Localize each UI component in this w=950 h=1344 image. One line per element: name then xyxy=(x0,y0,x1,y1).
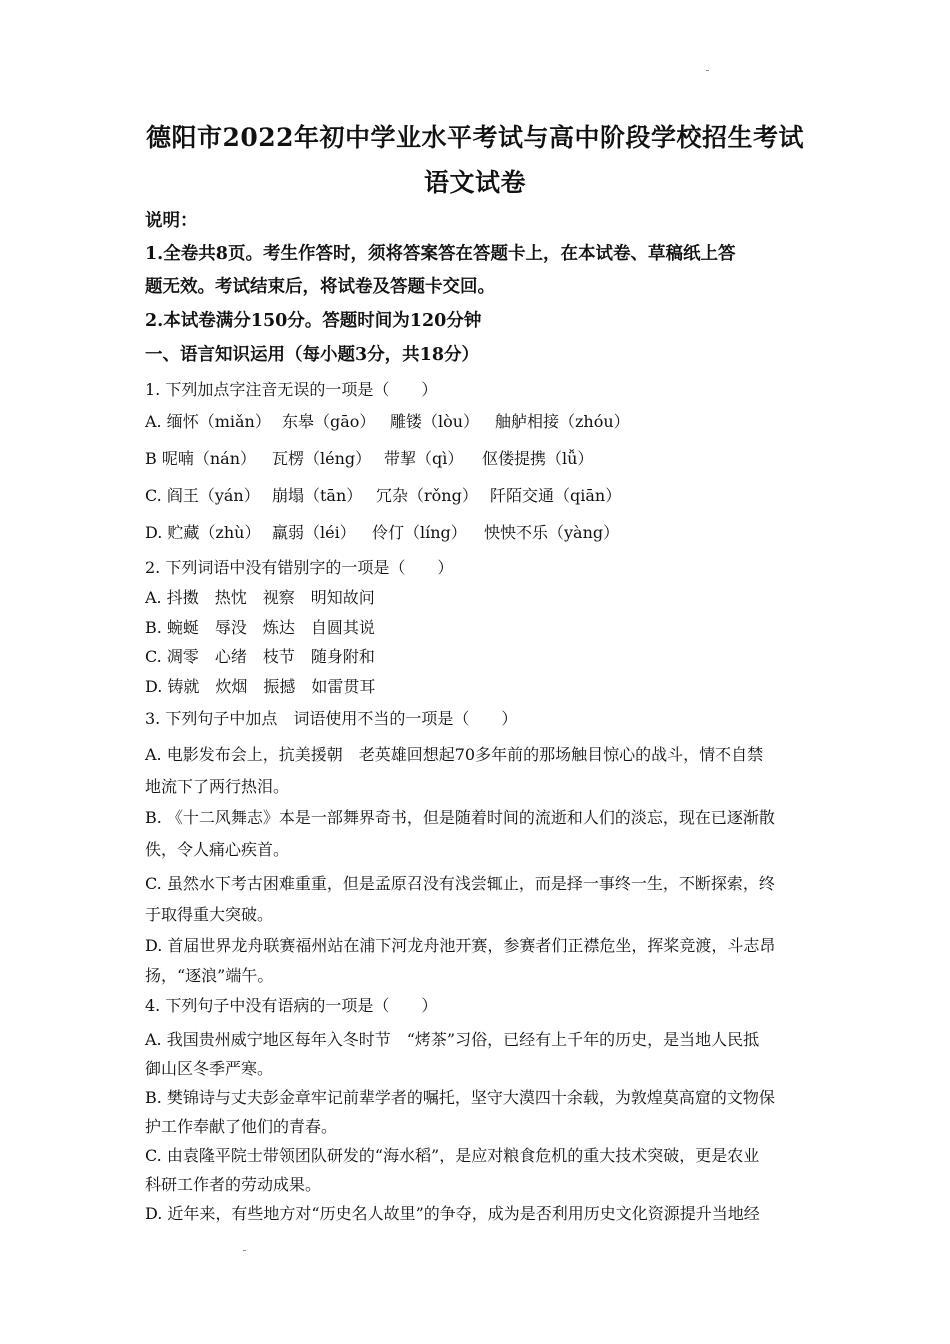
q1-a-word3: 雕镂（lòu） xyxy=(390,412,480,431)
q2-option-a: A. 抖擞 热忱 视察 明知故问 xyxy=(145,588,375,607)
q3-stem: 3. 下列句子中加点 词语使用不当的一项是（ ） xyxy=(145,709,518,728)
exam-title: 德阳市2022年初中学业水平考试与高中阶段学校招生考试 xyxy=(145,123,805,152)
q3-option-c-line2: 于取得重大突破。 xyxy=(145,905,274,924)
q1-b-word3: 带挈（qì） xyxy=(384,449,464,468)
q4-option-d-line1: D. 近年来，有些地方对“历史名人故里”的争夺，成为是否利用历史文化资源提升当地经 xyxy=(145,1204,760,1223)
q2-option-c: C. 凋零 心绪 枝节 随身附和 xyxy=(145,647,375,666)
q3-option-b-line2: 佚，令人痛心疾首。 xyxy=(145,840,290,859)
q1-d-word4: 怏怏不乐（yàng） xyxy=(484,523,620,542)
q4-option-a-line2: 御山区冬季严寒。 xyxy=(145,1059,274,1078)
q4-option-a-line1: A. 我国贵州威宁地区每年入冬时节 “烤茶”习俗，已经有上千年的历史，是当地人民抵 xyxy=(145,1030,760,1049)
q1-b-word1: B 呢喃（nán） xyxy=(145,449,256,468)
q3-option-d-line1: D. 首届世界龙舟联赛福州站在浦下河龙舟池开赛，参赛者们正襟危坐，挥桨竞渡，斗志昂 xyxy=(145,936,776,955)
q3-option-d-line2: 扬，“逐浪”端午。 xyxy=(145,966,274,985)
q3-option-a-line2: 地流下了两行热泪。 xyxy=(145,777,290,796)
q1-b-word2: 瓦楞（léng） xyxy=(272,449,372,468)
q4-option-c-line2: 科研工作者的劳动成果。 xyxy=(145,1175,322,1194)
q4-option-b-line1: B. 樊锦诗与丈夫彭金章牢记前辈学者的嘱托，坚守大漠四十余载，为敦煌莫高窟的文物保 xyxy=(145,1088,775,1107)
q4-option-b-line2: 护工作奉献了他们的青春。 xyxy=(145,1117,338,1136)
q1-d-word3: 伶仃（líng） xyxy=(372,523,467,542)
note-1b: 题无效。考试结束后，将试卷及答题卡交回。 xyxy=(145,277,495,297)
q3-option-b-line1: B. 《十二风舞志》本是一部舞界奇书，但是随着时间的流逝和人们的淡忘，现在已逐渐散 xyxy=(145,808,775,827)
q2-option-d: D. 铸就 炊烟 振撼 如雷贯耳 xyxy=(145,677,376,696)
q1-a-word1: A. 缅怀（miǎn） xyxy=(145,412,271,431)
scan-mark xyxy=(706,70,709,71)
section-heading: 一、语言知识运用（每小题3分，共18分） xyxy=(145,345,480,365)
q1-stem: 1. 下列加点字注音无误的一项是（ ） xyxy=(145,380,438,399)
q2-option-b: B. 蜿蜒 辱没 炼达 自圆其说 xyxy=(145,618,375,637)
q1-d-word2: 羸弱（léi） xyxy=(272,523,356,542)
notes-heading: 说明： xyxy=(145,211,198,231)
q4-stem: 4. 下列句子中没有语病的一项是（ ） xyxy=(145,996,438,1015)
exam-subtitle: 语文试卷 xyxy=(423,168,526,197)
note-1a: 1.全卷共8页。考生作答时，须将答案答在答题卡上，在本试卷、草稿纸上答 xyxy=(145,244,736,264)
q1-c-word4: 阡陌交通（qiān） xyxy=(490,486,622,505)
note-2: 2.本试卷满分150分。答题时间为120分钟 xyxy=(145,311,482,331)
q1-a-word2: 东皋（gāo） xyxy=(282,412,376,431)
q1-d-word1: D. 贮藏（zhù） xyxy=(145,523,261,542)
q3-option-a-line1: A. 电影发布会上，抗美援朝 老英雄回想起70多年前的那场触目惊心的战斗，情不自禁 xyxy=(145,745,764,764)
q1-b-word4: 伛偻提携（lǚ） xyxy=(482,449,594,468)
q2-stem: 2. 下列词语中没有错别字的一项是（ ） xyxy=(145,558,454,577)
scan-mark xyxy=(243,1250,246,1251)
q1-c-word2: 崩塌（tān） xyxy=(272,486,363,505)
q1-a-word4: 舳舻相接（zhóu） xyxy=(495,412,630,431)
q3-option-c-line1: C. 虽然水下考古困难重重，但是孟原召没有浅尝辄止，而是择一事终一生，不断探索，终 xyxy=(145,874,775,893)
q4-option-c-line1: C. 由袁隆平院士带领团队研发的“海水稻”，是应对粮食危机的重大技术突破，更是农业 xyxy=(145,1146,760,1165)
q1-c-word3: 冗杂（rǒng） xyxy=(376,486,478,505)
q1-c-word1: C. 阎王（yán） xyxy=(145,486,260,505)
